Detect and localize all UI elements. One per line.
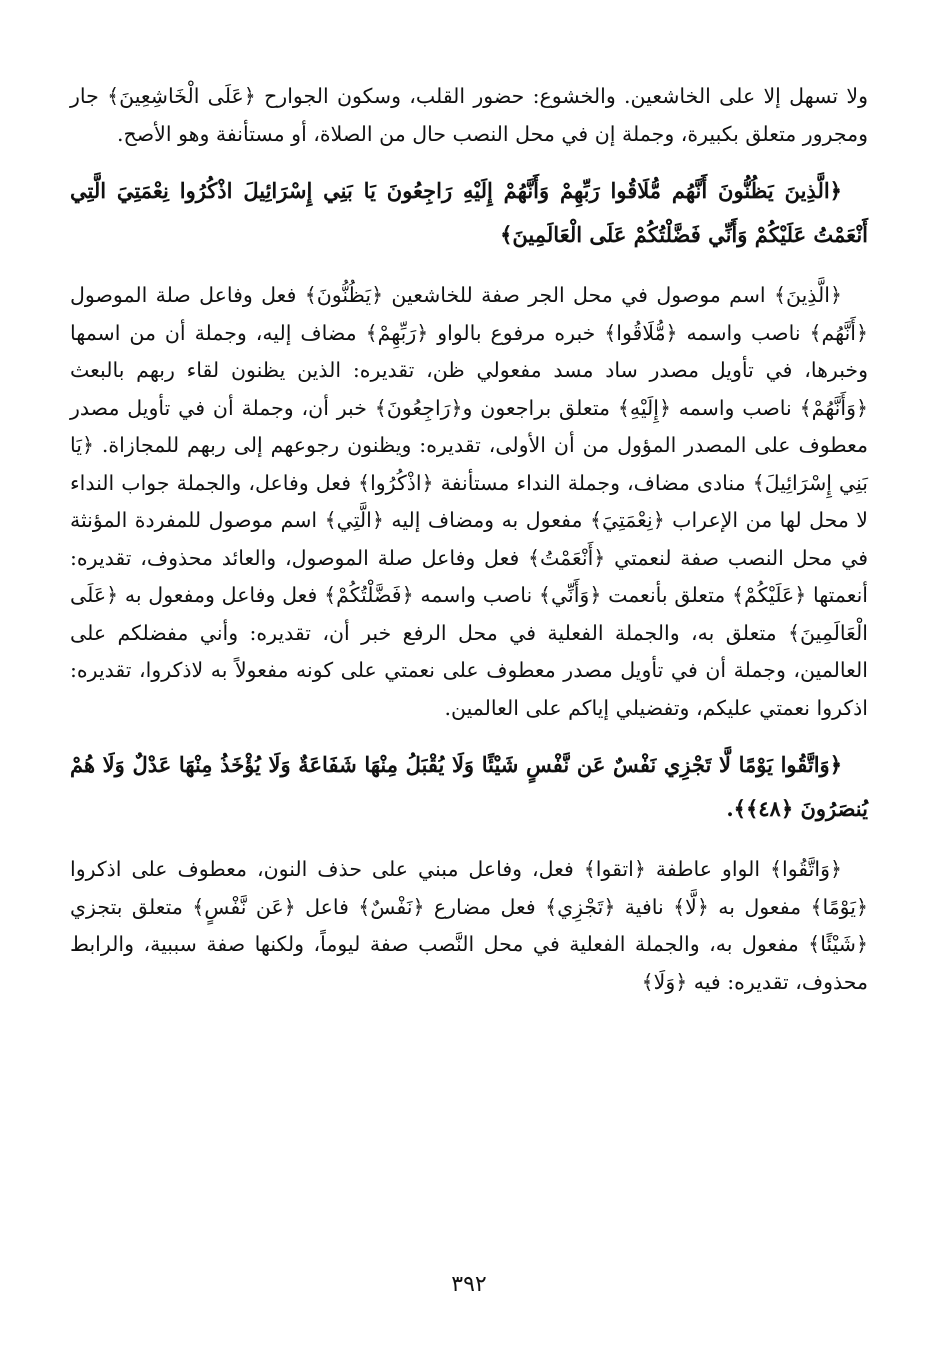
paragraph-intro: ولا تسهل إلا على الخاشعين. والخشوع: حضور القلب، وسكون الجوارح ﴿عَلَى الْخَاشِعِينَ﴾ جار ومجرور متعلق بكبيرة، وجملة إن في محل النصب حال من الصلاة، أو مستأنفة وهو الأصح. (70, 84, 868, 146)
quran-verse-47: ﴿الَّذِينَ يَظُنُّونَ أَنَّهُم مُّلَاقُوا رَبِّهِمْ وَأَنَّهُمْ إِلَيْهِ رَاجِعُونَ يَا بَنِي إِسْرَائِيلَ اذْكُرُوا نِعْمَتِيَ الَّتِي أَنْعَمْتُ عَلَيْكُمْ وَأَنِّي فَضَّلْتُكُمْ عَلَى الْعَالَمِينَ﴾ (70, 178, 868, 247)
paragraph-analysis-47: ﴿الَّذِينَ﴾ اسم موصول في محل الجر صفة للخاشعين ﴿يَظُنُّونَ﴾ فعل وفاعل صلة الموصول ﴿أَنَّهُم﴾ ناصب واسمه ﴿مُّلَاقُوا﴾ خبره مرفوع بالواو ﴿رَبِّهِمْ﴾ مضاف إليه، وجملة أن من اسمها وخبرها، في تأويل مصدر ساد مسد مفعولي ظن، تقديره: الذين يظنون لقاء ربهم بالبعث ﴿وَأَنَّهُمْ﴾ ناصب واسمه ﴿إِلَيْهِ﴾ متعلق براجعون و﴿رَاجِعُونَ﴾ خبر أن، وجملة أن في تأويل مصدر معطوف على المصدر المؤول من أن الأولى، تقديره: ويظنون رجوعهم إلى ربهم للمجازاة. ﴿يَا بَنِي إِسْرَائِيلَ﴾ منادى مضاف، وجملة النداء مستأنفة ﴿اذْكُرُوا﴾ فعل وفاعل، والجملة جواب النداء لا محل لها من الإعراب ﴿نِعْمَتِيَ﴾ مفعول به ومضاف إليه ﴿الَّتِي﴾ اسم موصول للمفردة المؤنثة في محل النصب صفة لنعمتي ﴿أَنْعَمْتُ﴾ فعل وفاعل صلة الموصول، والعائد محذوف، تقديره: أنعمتها ﴿عَلَيْكُمْ﴾ متعلق بأنعمت ﴿وَأَنِّي﴾ ناصب واسمه ﴿فَضَّلْتُكُمْ﴾ فعل وفاعل ومفعول به ﴿عَلَى الْعَالَمِينَ﴾ متعلق به، والجملة الفعلية في محل الرفع خبر أن، تقديره: وأني مفضلكم على العالمين، وجملة أن في تأويل مصدر معطوف على نعمتي على كونه مفعولاً به لاذكروا، تقديره: اذكروا نعمتي عليكم، وتفضيلي إياكم على العالمين. (70, 283, 868, 720)
paragraph-analysis-48: ﴿وَاتَّقُوا﴾ الواو عاطفة ﴿اتقوا﴾ فعل، وفاعل مبني على حذف النون، معطوف على اذكروا ﴿يَوْمًا﴾ مفعول به ﴿لَّا﴾ نافية ﴿تَجْزِي﴾ فعل مضارع ﴿نَفْسٌ﴾ فاعل ﴿عَن نَّفْسٍ﴾ متعلق بتجزي ﴿شَيْئًا﴾ مفعول به، والجملة الفعلية في محل النَّصب صفة ليوماً، ولكنها صفة سببية، والرابط محذوف، تقديره: فيه ﴿وَلَا﴾ (70, 857, 868, 994)
spacer (70, 727, 868, 743)
spacer (70, 831, 868, 851)
page-number: ٣٩٢ (451, 1272, 487, 1297)
spacer (70, 153, 868, 169)
quran-verse-48: ﴿وَاتَّقُوا يَوْمًا لَّا تَجْزِي نَفْسٌ عَن نَّفْسٍ شَيْئًا وَلَا يُقْبَلُ مِنْهَا شَفَاعَةٌ وَلَا يُؤْخَذُ مِنْهَا عَدْلٌ وَلَا هُمْ يُنصَرُونَ ﴿٤٨﴾﴾. (70, 752, 868, 821)
spacer (70, 257, 868, 277)
